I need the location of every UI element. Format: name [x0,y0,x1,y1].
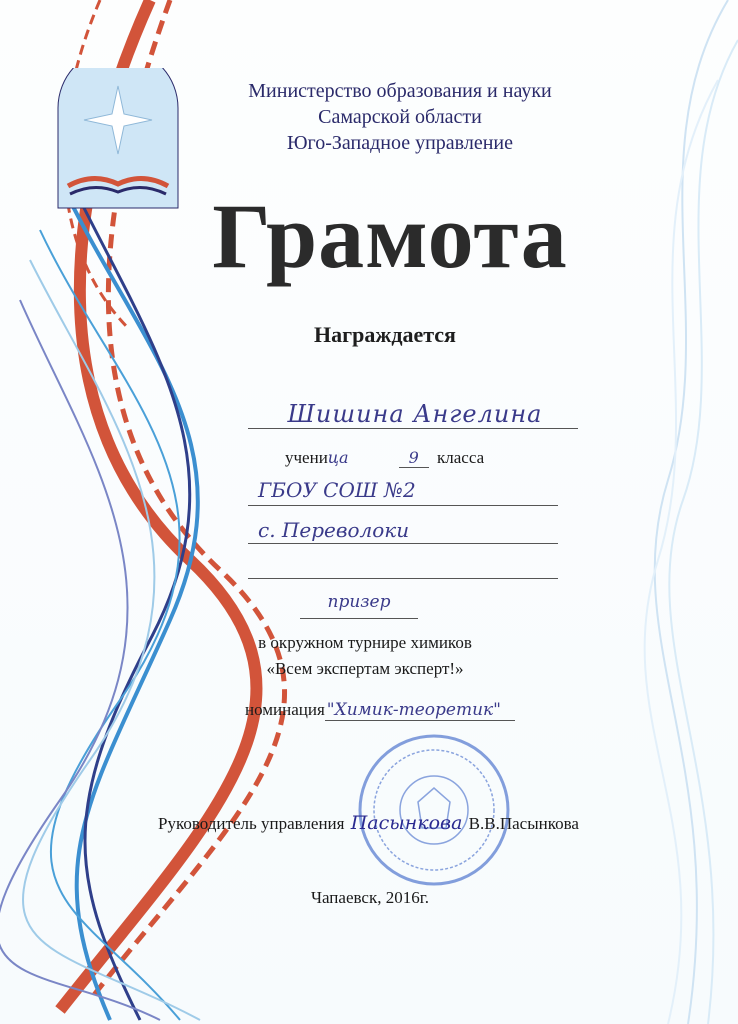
official-stamp-icon [356,732,512,888]
nomination-value: "Химик-теоретик" [325,700,515,721]
ministry-line-2: Самарской области [318,106,482,128]
certificate-title: Грамота [212,185,568,287]
village-name: с. Переволоки [258,518,410,542]
nomination-label: номинация [245,700,325,719]
tournament-description [220,630,510,682]
nomination-row [245,700,515,720]
city-year: Чапаевск, 2016г. [310,888,430,907]
school-underline [248,505,558,506]
grade-value: 9 [399,448,429,468]
student-grade-row [285,448,484,468]
ministry-header [200,78,600,156]
recipient-name: Шишина Ангелина [287,400,543,428]
name-underline [248,428,578,429]
place-value: призер [327,592,391,612]
awarded-label: Награждается [314,322,456,347]
head-label: Руководитель управления [158,814,345,833]
student-suffix: ца [327,448,349,467]
village-underline [248,543,558,544]
head-signature: Пасынкова [350,812,463,834]
ministry-line-1: Министерство образования и науки [248,80,552,102]
blank-underline [248,578,558,579]
tournament-line-1: в окружном турнире химиков [258,633,472,652]
class-word: класса [437,448,485,467]
head-name: В.В.Пасынкова [468,814,579,833]
place-underline [300,618,418,619]
head-signature-row [158,812,579,834]
student-prefix: учени [285,448,328,467]
tournament-line-2: «Всем экспертам эксперт!» [266,659,464,678]
school-name: ГБОУ СОШ №2 [258,478,416,502]
ministry-line-3: Юго-Западное управление [286,132,514,154]
